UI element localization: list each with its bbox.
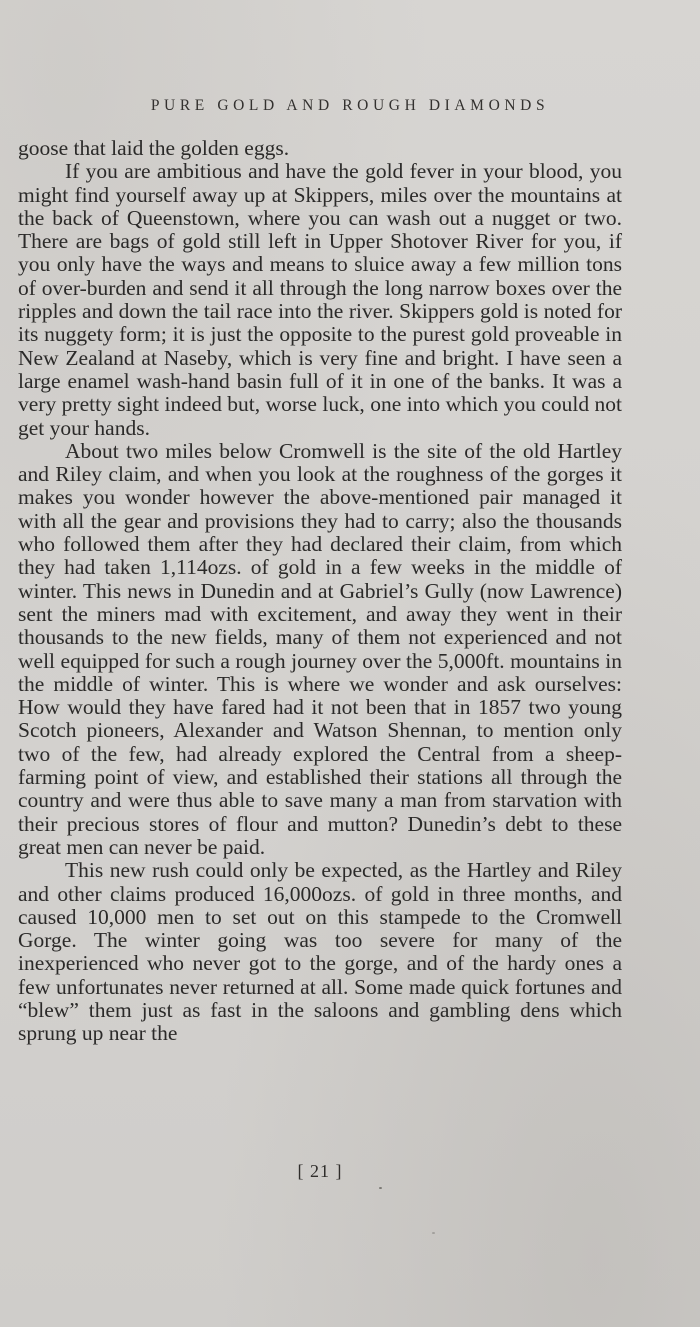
paragraph-hartley-riley: About two miles below Cromwell is the site of the old Hartley and Riley claim, and when you look at the roughness of the gorges it makes you wonder however the above-mentioned pair managed it with all the gear and provisions they had to carry; also the thousands who followed them after they had declared their claim, from which they had taken 1,114ozs. of gold in a few weeks in the middle of winter. This news in Dunedin and at Gabriel’s Gully (now Lawrence) sent the miners mad with excitement, and away they went in their thousands to the new fields, many of them not experienced and not well equipped for such a rough journey over the 5,000ft. mountains in the middle of winter. This is where we wonder and ask ourselves: How would they have fared had it not been that in 1857 two young Scotch pioneers, Alexander and Watson Shennan, to mention only two of the few, had already explored the Central from a sheep-farming point of view, and established their stations all through the country and were thus able to save many a man from starvation with their precious stores of flour and mutton? Dunedin’s debt to these great men can never be paid. bbox=[18, 438, 622, 859]
paragraph-continuation: goose that laid the golden eggs. bbox=[18, 136, 290, 160]
page-number: [ 21 ] bbox=[297, 1161, 343, 1181]
body-text bbox=[18, 137, 622, 1046]
paragraph-new-rush: This new rush could only be expected, as the Hartley and Riley and other claims produced 16,000ozs. of gold in three months, and caused 10,000 men to set out on this stampede to the Cromwell Gorge. The winter going was too severe for many of the inexperienced who never got to the gorge, and of the hardy ones a few unfortunates never returned at all. Some made quick fortunes and “blew” them just as fast in the saloons and gambling dens which sprung up near the bbox=[18, 858, 622, 1046]
paper-speck bbox=[379, 1187, 382, 1189]
paper-speck bbox=[432, 1232, 435, 1234]
running-head: PURE GOLD AND ROUGH DIAMONDS bbox=[150, 97, 550, 114]
paragraph-skippers: If you are ambitious and have the gold fever in your blood, you might find yourself away up at Skippers, miles over the mountains at the back of Queenstown, where you can wash out a nugget or two. There are bags of gold still left in Upper Shotover River for you, if you only have the ways and means to sluice away a few million tons of over-burden and send it all through the long narrow boxes over the ripples and down the tail race into the river. Skippers gold is noted for its nuggety form; it is just the opposite to the purest gold proveable in New Zealand at Naseby, which is very fine and bright. I have seen a large enamel wash-hand basin full of it in one of the banks. It was a very pretty sight indeed but, worse luck, one into which you could not get your hands. bbox=[18, 159, 622, 440]
